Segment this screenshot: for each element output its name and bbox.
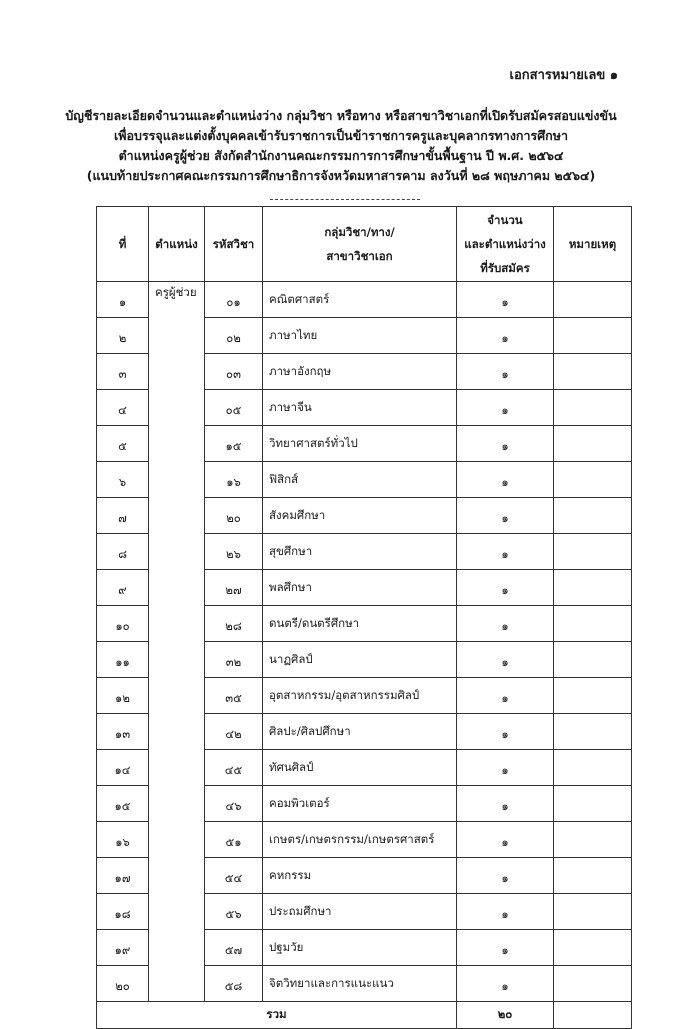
row-remarks bbox=[554, 354, 632, 390]
row-position bbox=[149, 390, 205, 426]
row-position bbox=[149, 786, 205, 822]
total-count: ๒๐ bbox=[457, 1002, 554, 1029]
row-code: ๑๕ bbox=[205, 426, 263, 462]
title-line: เพื่อบรรจุและแต่งตั้งบุคคลเข้ารับราชการเป็นข้าราชการครูและบุคลากรทางการศึกษา bbox=[114, 128, 568, 143]
row-count: ๑ bbox=[457, 858, 554, 894]
header-remarks: หมายเหตุ bbox=[554, 207, 632, 282]
total-remarks bbox=[554, 1002, 632, 1029]
header-code: รหัสวิชา bbox=[205, 207, 263, 282]
header-subject bbox=[263, 207, 457, 282]
row-number: ๕ bbox=[97, 426, 149, 462]
row-code: ๕๑ bbox=[205, 822, 263, 858]
row-count: ๑ bbox=[457, 390, 554, 426]
row-position bbox=[149, 894, 205, 930]
row-count: ๑ bbox=[457, 570, 554, 606]
row-remarks bbox=[554, 858, 632, 894]
row-number: ๑๐ bbox=[97, 606, 149, 642]
row-count: ๑ bbox=[457, 534, 554, 570]
header-no: ที่ bbox=[97, 207, 149, 282]
table-row bbox=[97, 354, 632, 390]
row-code: ๕๔ bbox=[205, 858, 263, 894]
row-number: ๑๕ bbox=[97, 786, 149, 822]
row-count: ๑ bbox=[457, 318, 554, 354]
row-number: ๓ bbox=[97, 354, 149, 390]
row-position bbox=[149, 642, 205, 678]
row-count: ๑ bbox=[457, 822, 554, 858]
row-remarks bbox=[554, 750, 632, 786]
table-row bbox=[97, 822, 632, 858]
row-remarks bbox=[554, 930, 632, 966]
row-remarks bbox=[554, 318, 632, 354]
row-number: ๑ bbox=[97, 282, 149, 318]
row-subject: อุตสาหกรรม/อุตสาหกรรมศิลป์ bbox=[263, 678, 457, 714]
row-position bbox=[149, 498, 205, 534]
row-remarks bbox=[554, 642, 632, 678]
table-row bbox=[97, 606, 632, 642]
table-row bbox=[97, 750, 632, 786]
row-count: ๑ bbox=[457, 426, 554, 462]
total-row bbox=[97, 1002, 632, 1029]
row-number: ๑๙ bbox=[97, 930, 149, 966]
row-subject: ศิลปะ/ศิลปศึกษา bbox=[263, 714, 457, 750]
row-number: ๑๔ bbox=[97, 750, 149, 786]
row-code: ๒๖ bbox=[205, 534, 263, 570]
header-count-line: จำนวน bbox=[487, 213, 523, 227]
title-separator bbox=[270, 199, 420, 200]
row-position: ครูผู้ช่วย bbox=[149, 282, 205, 318]
row-code: ๒๘ bbox=[205, 606, 263, 642]
row-subject: คหกรรม bbox=[263, 858, 457, 894]
row-remarks bbox=[554, 462, 632, 498]
row-count: ๑ bbox=[457, 462, 554, 498]
document-number: เอกสารหมายเลข ๑ bbox=[509, 68, 618, 83]
row-subject: ภาษาจีน bbox=[263, 390, 457, 426]
table-row bbox=[97, 534, 632, 570]
row-subject: ดนตรี/ดนตรีศึกษา bbox=[263, 606, 457, 642]
row-position bbox=[149, 318, 205, 354]
row-subject: คณิตศาสตร์ bbox=[263, 282, 457, 318]
row-count: ๑ bbox=[457, 498, 554, 534]
row-code: ๔๒ bbox=[205, 714, 263, 750]
row-count: ๑ bbox=[457, 750, 554, 786]
table-row bbox=[97, 678, 632, 714]
row-position bbox=[149, 678, 205, 714]
table-row bbox=[97, 642, 632, 678]
table-row bbox=[97, 282, 632, 318]
row-position bbox=[149, 930, 205, 966]
row-remarks bbox=[554, 426, 632, 462]
row-subject: ภาษาอังกฤษ bbox=[263, 354, 457, 390]
table-row bbox=[97, 966, 632, 1002]
row-count: ๑ bbox=[457, 786, 554, 822]
row-code: ๕๘ bbox=[205, 966, 263, 1002]
table-row bbox=[97, 462, 632, 498]
row-count: ๑ bbox=[457, 354, 554, 390]
table-row bbox=[97, 570, 632, 606]
table-row bbox=[97, 858, 632, 894]
row-subject: สุขศึกษา bbox=[263, 534, 457, 570]
row-number: ๗ bbox=[97, 498, 149, 534]
row-number: ๑๑ bbox=[97, 642, 149, 678]
table-row bbox=[97, 930, 632, 966]
row-remarks bbox=[554, 498, 632, 534]
row-code: ๐๓ bbox=[205, 354, 263, 390]
header-position: ตำแหน่ง bbox=[149, 207, 205, 282]
row-number: ๑๒ bbox=[97, 678, 149, 714]
row-remarks bbox=[554, 714, 632, 750]
row-position bbox=[149, 426, 205, 462]
row-subject: สังคมศึกษา bbox=[263, 498, 457, 534]
row-code: ๔๖ bbox=[205, 786, 263, 822]
row-remarks bbox=[554, 678, 632, 714]
row-remarks bbox=[554, 786, 632, 822]
title-line: (แนบท้ายประกาศคณะกรรมการศึกษาธิการจังหวัดมหาสารคาม ลงวันที่ ๒๘ พฤษภาคม ๒๕๖๔) bbox=[86, 168, 596, 183]
table-row bbox=[97, 426, 632, 462]
row-number: ๘ bbox=[97, 534, 149, 570]
table-row bbox=[97, 894, 632, 930]
row-code: ๒๗ bbox=[205, 570, 263, 606]
row-number: ๑๖ bbox=[97, 822, 149, 858]
table-header-row bbox=[97, 207, 632, 282]
row-number: ๖ bbox=[97, 462, 149, 498]
row-count: ๑ bbox=[457, 642, 554, 678]
row-subject: นาฏศิลป์ bbox=[263, 642, 457, 678]
row-subject: ฟิสิกส์ bbox=[263, 462, 457, 498]
title-line: บัญชีรายละเอียดจำนวนและตำแหน่งว่าง กลุ่มวิชา หรือทาง หรือสาขาวิชาเอกที่เปิดรับสมัครสอบแข่งขัน bbox=[65, 108, 617, 123]
row-number: ๒๐ bbox=[97, 966, 149, 1002]
row-remarks bbox=[554, 606, 632, 642]
row-remarks bbox=[554, 282, 632, 318]
row-code: ๑๖ bbox=[205, 462, 263, 498]
row-code: ๐๒ bbox=[205, 318, 263, 354]
row-position bbox=[149, 714, 205, 750]
row-count: ๑ bbox=[457, 930, 554, 966]
header-count-line: ที่รับสมัคร bbox=[480, 261, 530, 275]
row-subject: พลศึกษา bbox=[263, 570, 457, 606]
row-remarks bbox=[554, 966, 632, 1002]
title-line: ตำแหน่งครูผู้ช่วย สังกัดสำนักงานคณะกรรมการการศึกษาขั้นพื้นฐาน ปี พ.ศ. ๒๕๖๔ bbox=[118, 148, 564, 163]
row-number: ๑๓ bbox=[97, 714, 149, 750]
row-number: ๒ bbox=[97, 318, 149, 354]
row-code: ๒๐ bbox=[205, 498, 263, 534]
header-count bbox=[457, 207, 554, 282]
row-position bbox=[149, 570, 205, 606]
row-code: ๔๕ bbox=[205, 750, 263, 786]
header-count-line: และตำแหน่งว่าง bbox=[464, 237, 546, 251]
row-position bbox=[149, 462, 205, 498]
row-subject: ประถมศึกษา bbox=[263, 894, 457, 930]
row-subject: วิทยาศาสตร์ทั่วไป bbox=[263, 426, 457, 462]
row-position bbox=[149, 534, 205, 570]
row-code: ๓๕ bbox=[205, 678, 263, 714]
row-subject: ทัศนศิลป์ bbox=[263, 750, 457, 786]
row-position bbox=[149, 606, 205, 642]
row-position bbox=[149, 858, 205, 894]
row-position bbox=[149, 822, 205, 858]
row-count: ๑ bbox=[457, 894, 554, 930]
row-subject: เกษตร/เกษตรกรรม/เกษตรศาสตร์ bbox=[263, 822, 457, 858]
table-row bbox=[97, 318, 632, 354]
row-number: ๙ bbox=[97, 570, 149, 606]
row-count: ๑ bbox=[457, 714, 554, 750]
row-number: ๔ bbox=[97, 390, 149, 426]
vacancy-table bbox=[96, 206, 632, 1029]
row-subject: ภาษาไทย bbox=[263, 318, 457, 354]
table-row bbox=[97, 498, 632, 534]
total-label: รวม bbox=[97, 1002, 457, 1029]
row-remarks bbox=[554, 570, 632, 606]
row-subject: ปฐมวัย bbox=[263, 930, 457, 966]
row-code: ๐๕ bbox=[205, 390, 263, 426]
row-number: ๑๘ bbox=[97, 894, 149, 930]
table-row bbox=[97, 390, 632, 426]
table-row bbox=[97, 714, 632, 750]
row-count: ๑ bbox=[457, 606, 554, 642]
row-subject: คอมพิวเตอร์ bbox=[263, 786, 457, 822]
header-subject-line: สาขาวิชาเอก bbox=[326, 249, 393, 263]
row-remarks bbox=[554, 390, 632, 426]
document-title bbox=[60, 106, 622, 186]
table-row bbox=[97, 786, 632, 822]
header-subject-line: กลุ่มวิชา/ทาง/ bbox=[324, 225, 395, 239]
row-remarks bbox=[554, 822, 632, 858]
row-remarks bbox=[554, 894, 632, 930]
row-code: ๕๗ bbox=[205, 930, 263, 966]
row-code: ๕๖ bbox=[205, 894, 263, 930]
row-position bbox=[149, 966, 205, 1002]
row-code: ๐๑ bbox=[205, 282, 263, 318]
row-number: ๑๗ bbox=[97, 858, 149, 894]
row-code: ๓๒ bbox=[205, 642, 263, 678]
row-count: ๑ bbox=[457, 282, 554, 318]
row-count: ๑ bbox=[457, 678, 554, 714]
row-subject: จิตวิทยาและการแนะแนว bbox=[263, 966, 457, 1002]
row-count: ๑ bbox=[457, 966, 554, 1002]
row-position bbox=[149, 750, 205, 786]
row-position bbox=[149, 354, 205, 390]
row-remarks bbox=[554, 534, 632, 570]
